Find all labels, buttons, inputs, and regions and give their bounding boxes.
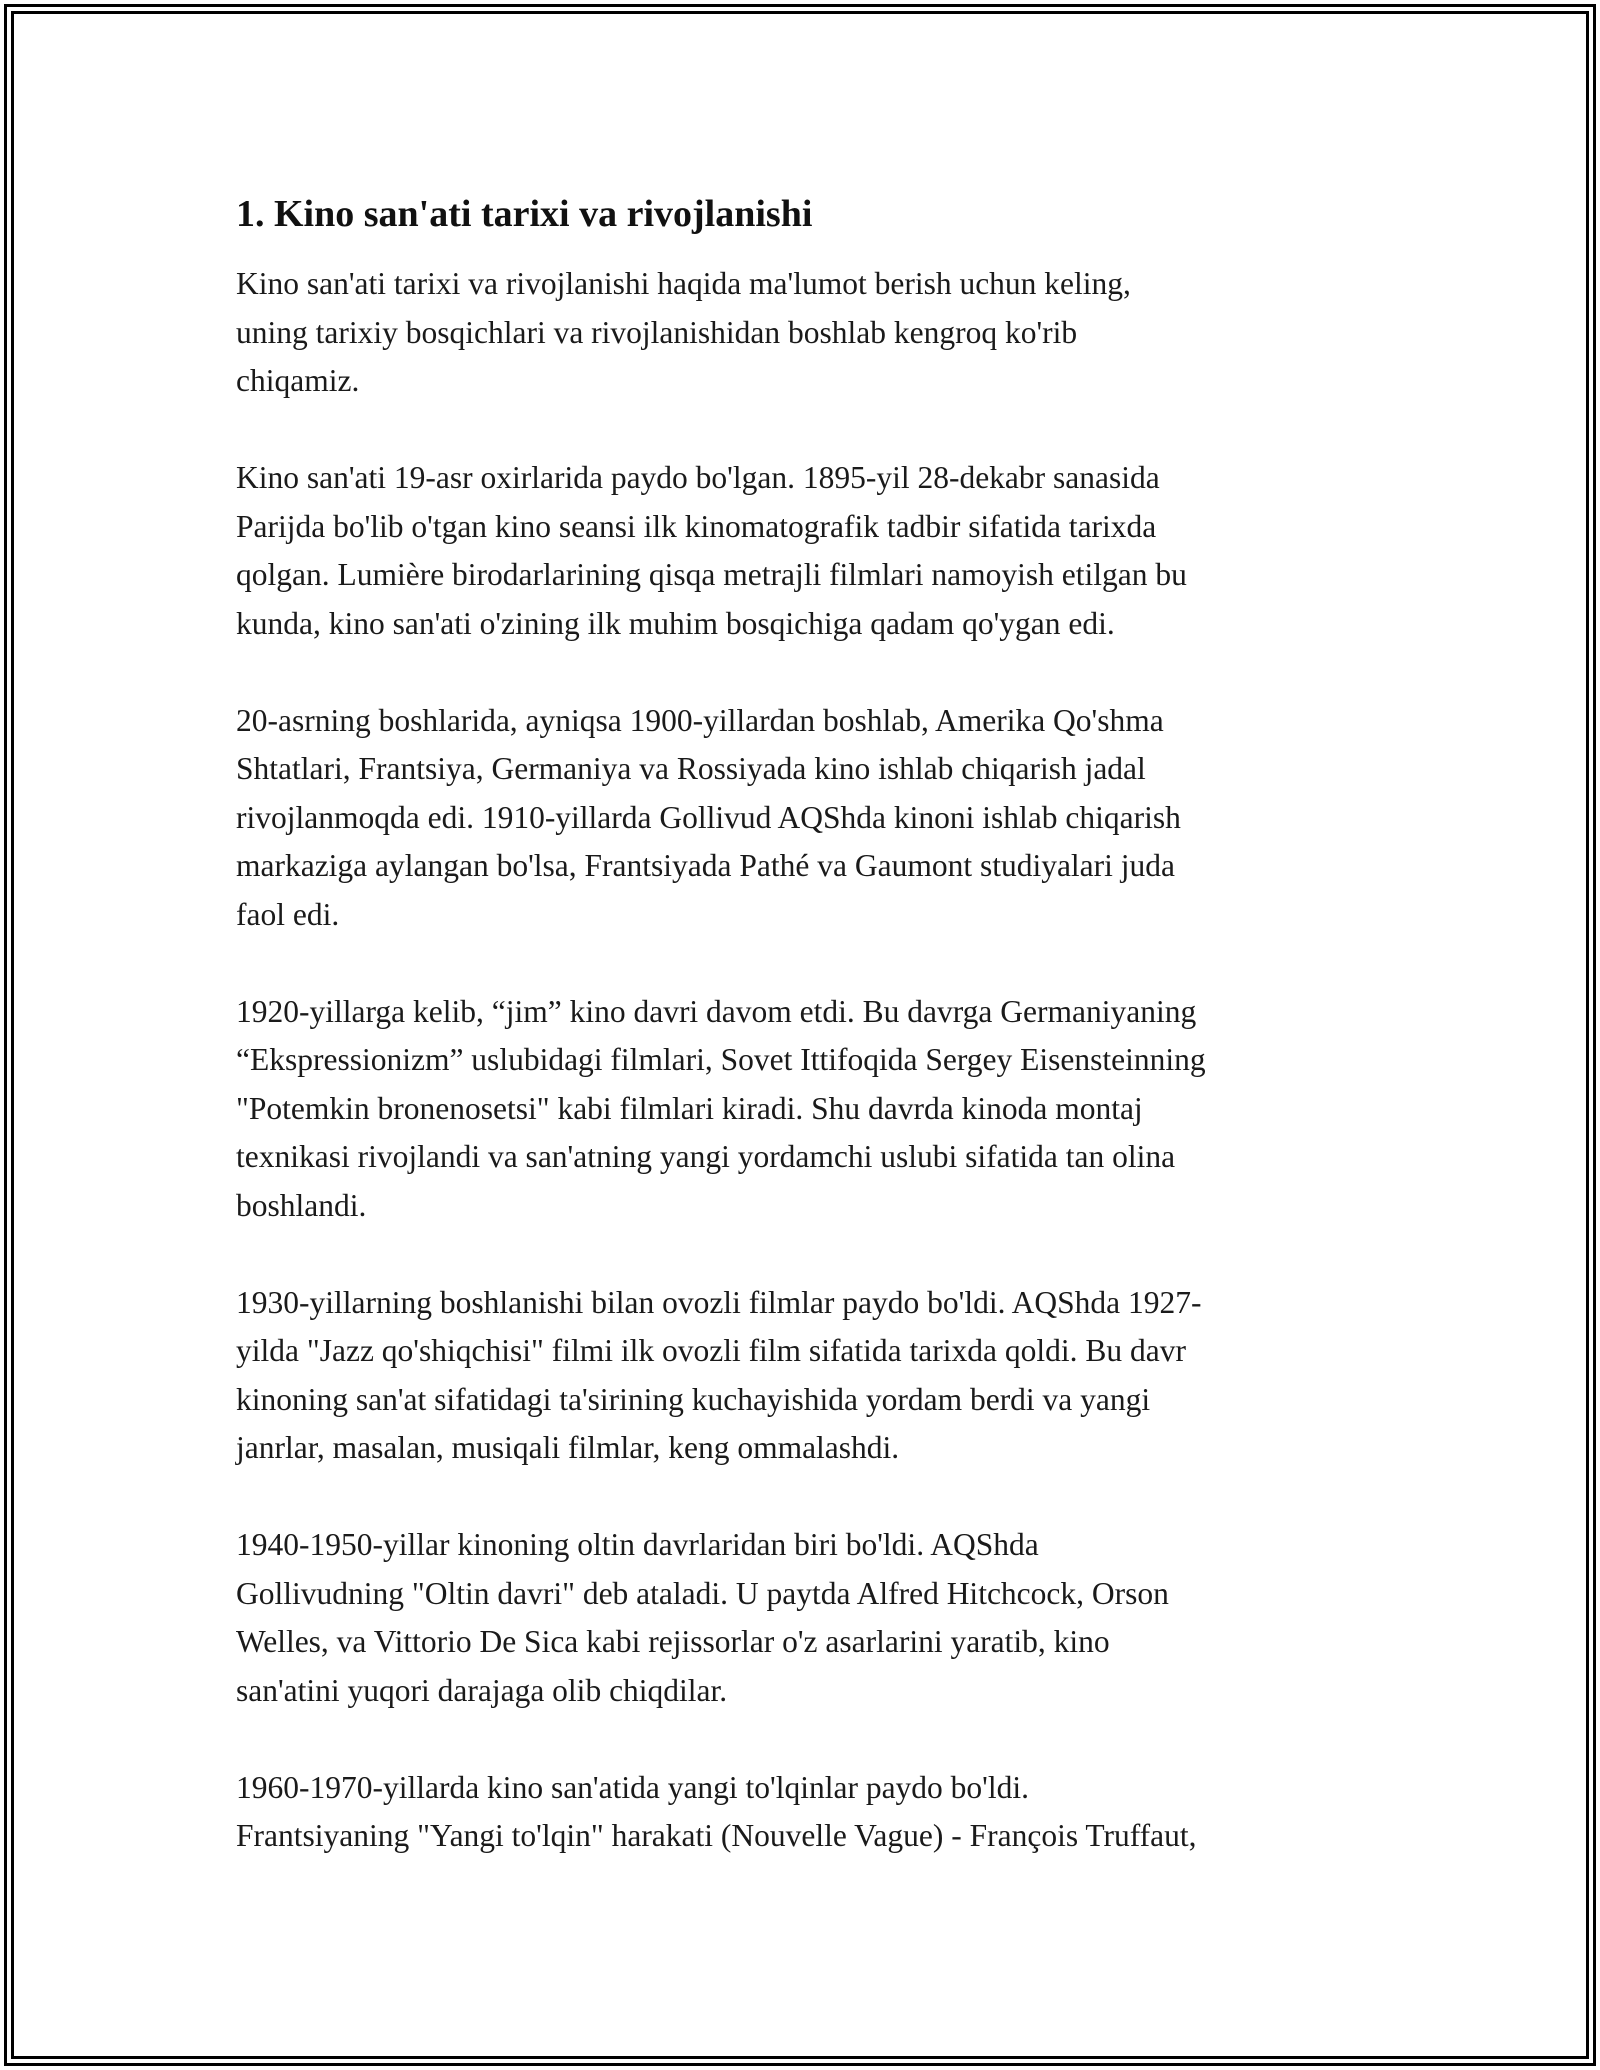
- paragraph-line: Kino san'ati tarixi va rivojlanishi haqida ma'lumot berish uchun keling,: [236, 266, 1131, 301]
- paragraph-line: Frantsiyaning "Yangi to'lqin" harakati (Nouvelle Vague) - François Truffaut,: [236, 1818, 1197, 1853]
- paragraph-line: "Potemkin bronenosetsi" kabi filmlari kiradi. Shu davrda kinoda montaj: [236, 1090, 1143, 1126]
- paragraph-line: Welles, va Vittorio De Sica kabi rejissorlar o'z asarlarini yaratib, kino: [236, 1624, 1110, 1659]
- paragraph-line: janrlar, masalan, musiqali filmlar, keng ommalashdi.: [236, 1430, 900, 1465]
- paragraph-line: Parijda bo'lib o'tgan kino seansi ilk kinomatografik tadbir sifatida tarixda: [236, 508, 1157, 544]
- paragraph-line: faol edi.: [236, 896, 340, 932]
- paragraph-early-20th-century: [236, 697, 1376, 940]
- paragraph-line: 1930-yillarning boshlanishi bilan ovozli filmlar paydo bo'ldi. AQShda 1927-: [236, 1284, 1202, 1320]
- paragraph-line: Gollivudning "Oltin davri" deb ataladi. U paytda Alfred Hitchcock, Orson: [236, 1575, 1169, 1611]
- page-title: 1. Kino san'ati tarixi va rivojlanishi: [236, 193, 813, 235]
- paragraph-line: Shtatlari, Frantsiya, Germaniya va Rossiyada kino ishlab chiqarish jadal: [236, 751, 1146, 786]
- paragraph-line: chiqamiz.: [236, 363, 360, 398]
- paragraph-line: uning tarixiy bosqichlari va rivojlanishidan boshlab kengroq ko'rib: [236, 314, 1078, 350]
- paragraph-line: 1960-1970-yillarda kino san'atida yangi to'lqinlar paydo bo'ldi.: [236, 1769, 1029, 1805]
- paragraph-1930s: [236, 1279, 1376, 1473]
- paragraph-origins: [236, 454, 1376, 648]
- paragraph-line: markaziga aylangan bo'lsa, Frantsiyada Pathé va Gaumont studiyalari juda: [236, 848, 1176, 883]
- paragraph-intro: [236, 260, 1376, 406]
- paragraph-1940s-1950s: [236, 1521, 1376, 1715]
- paragraph-line: 1920-yillarga kelib, “jim” kino davri davom etdi. Bu davrga Germaniyaning: [236, 993, 1197, 1029]
- paragraph-line: 1940-1950-yillar kinoning oltin davrlaridan biri bo'ldi. AQShda: [236, 1527, 1039, 1562]
- paragraph-line: yilda "Jazz qo'shiqchisi" filmi ilk ovozli film sifatida tarixda qoldi. Bu davr: [236, 1333, 1186, 1368]
- paragraph-line: Kino san'ati 19-asr oxirlarida paydo bo'lgan. 1895-yil 28-dekabr sanasida: [236, 460, 1160, 495]
- document-body: [236, 184, 1376, 1909]
- paragraph-1920s: [236, 988, 1376, 1231]
- paragraph-line: 20-asrning boshlarida, ayniqsa 1900-yillardan boshlab, Amerika Qo'shma: [236, 702, 1164, 738]
- paragraph-line: qolgan. Lumière birodarlarining qisqa metrajli filmlari namoyish etilgan bu: [236, 557, 1187, 592]
- paragraph-line: kinoning san'at sifatidagi ta'sirining kuchayishida yordam berdi va yangi: [236, 1381, 1151, 1417]
- paragraph-line: kunda, kino san'ati o'zining ilk muhim bosqichiga qadam qo'ygan edi.: [236, 605, 1115, 641]
- paragraph-line: rivojlanmoqda edi. 1910-yillarda Gollivud AQShda kinoni ishlab chiqarish: [236, 799, 1181, 835]
- paragraph-line: boshlandi.: [236, 1187, 367, 1223]
- paragraph-1960s-1970s: [236, 1764, 1376, 1861]
- paragraph-line: texnikasi rivojlandi va san'atning yangi yordamchi uslubi sifatida tan olina: [236, 1139, 1176, 1174]
- paragraph-line: “Ekspressionizm” uslubidagi filmlari, Sovet Ittifoqida Sergey Eisensteinning: [236, 1042, 1206, 1077]
- paragraph-line: san'atini yuqori darajaga olib chiqdilar.: [236, 1672, 728, 1708]
